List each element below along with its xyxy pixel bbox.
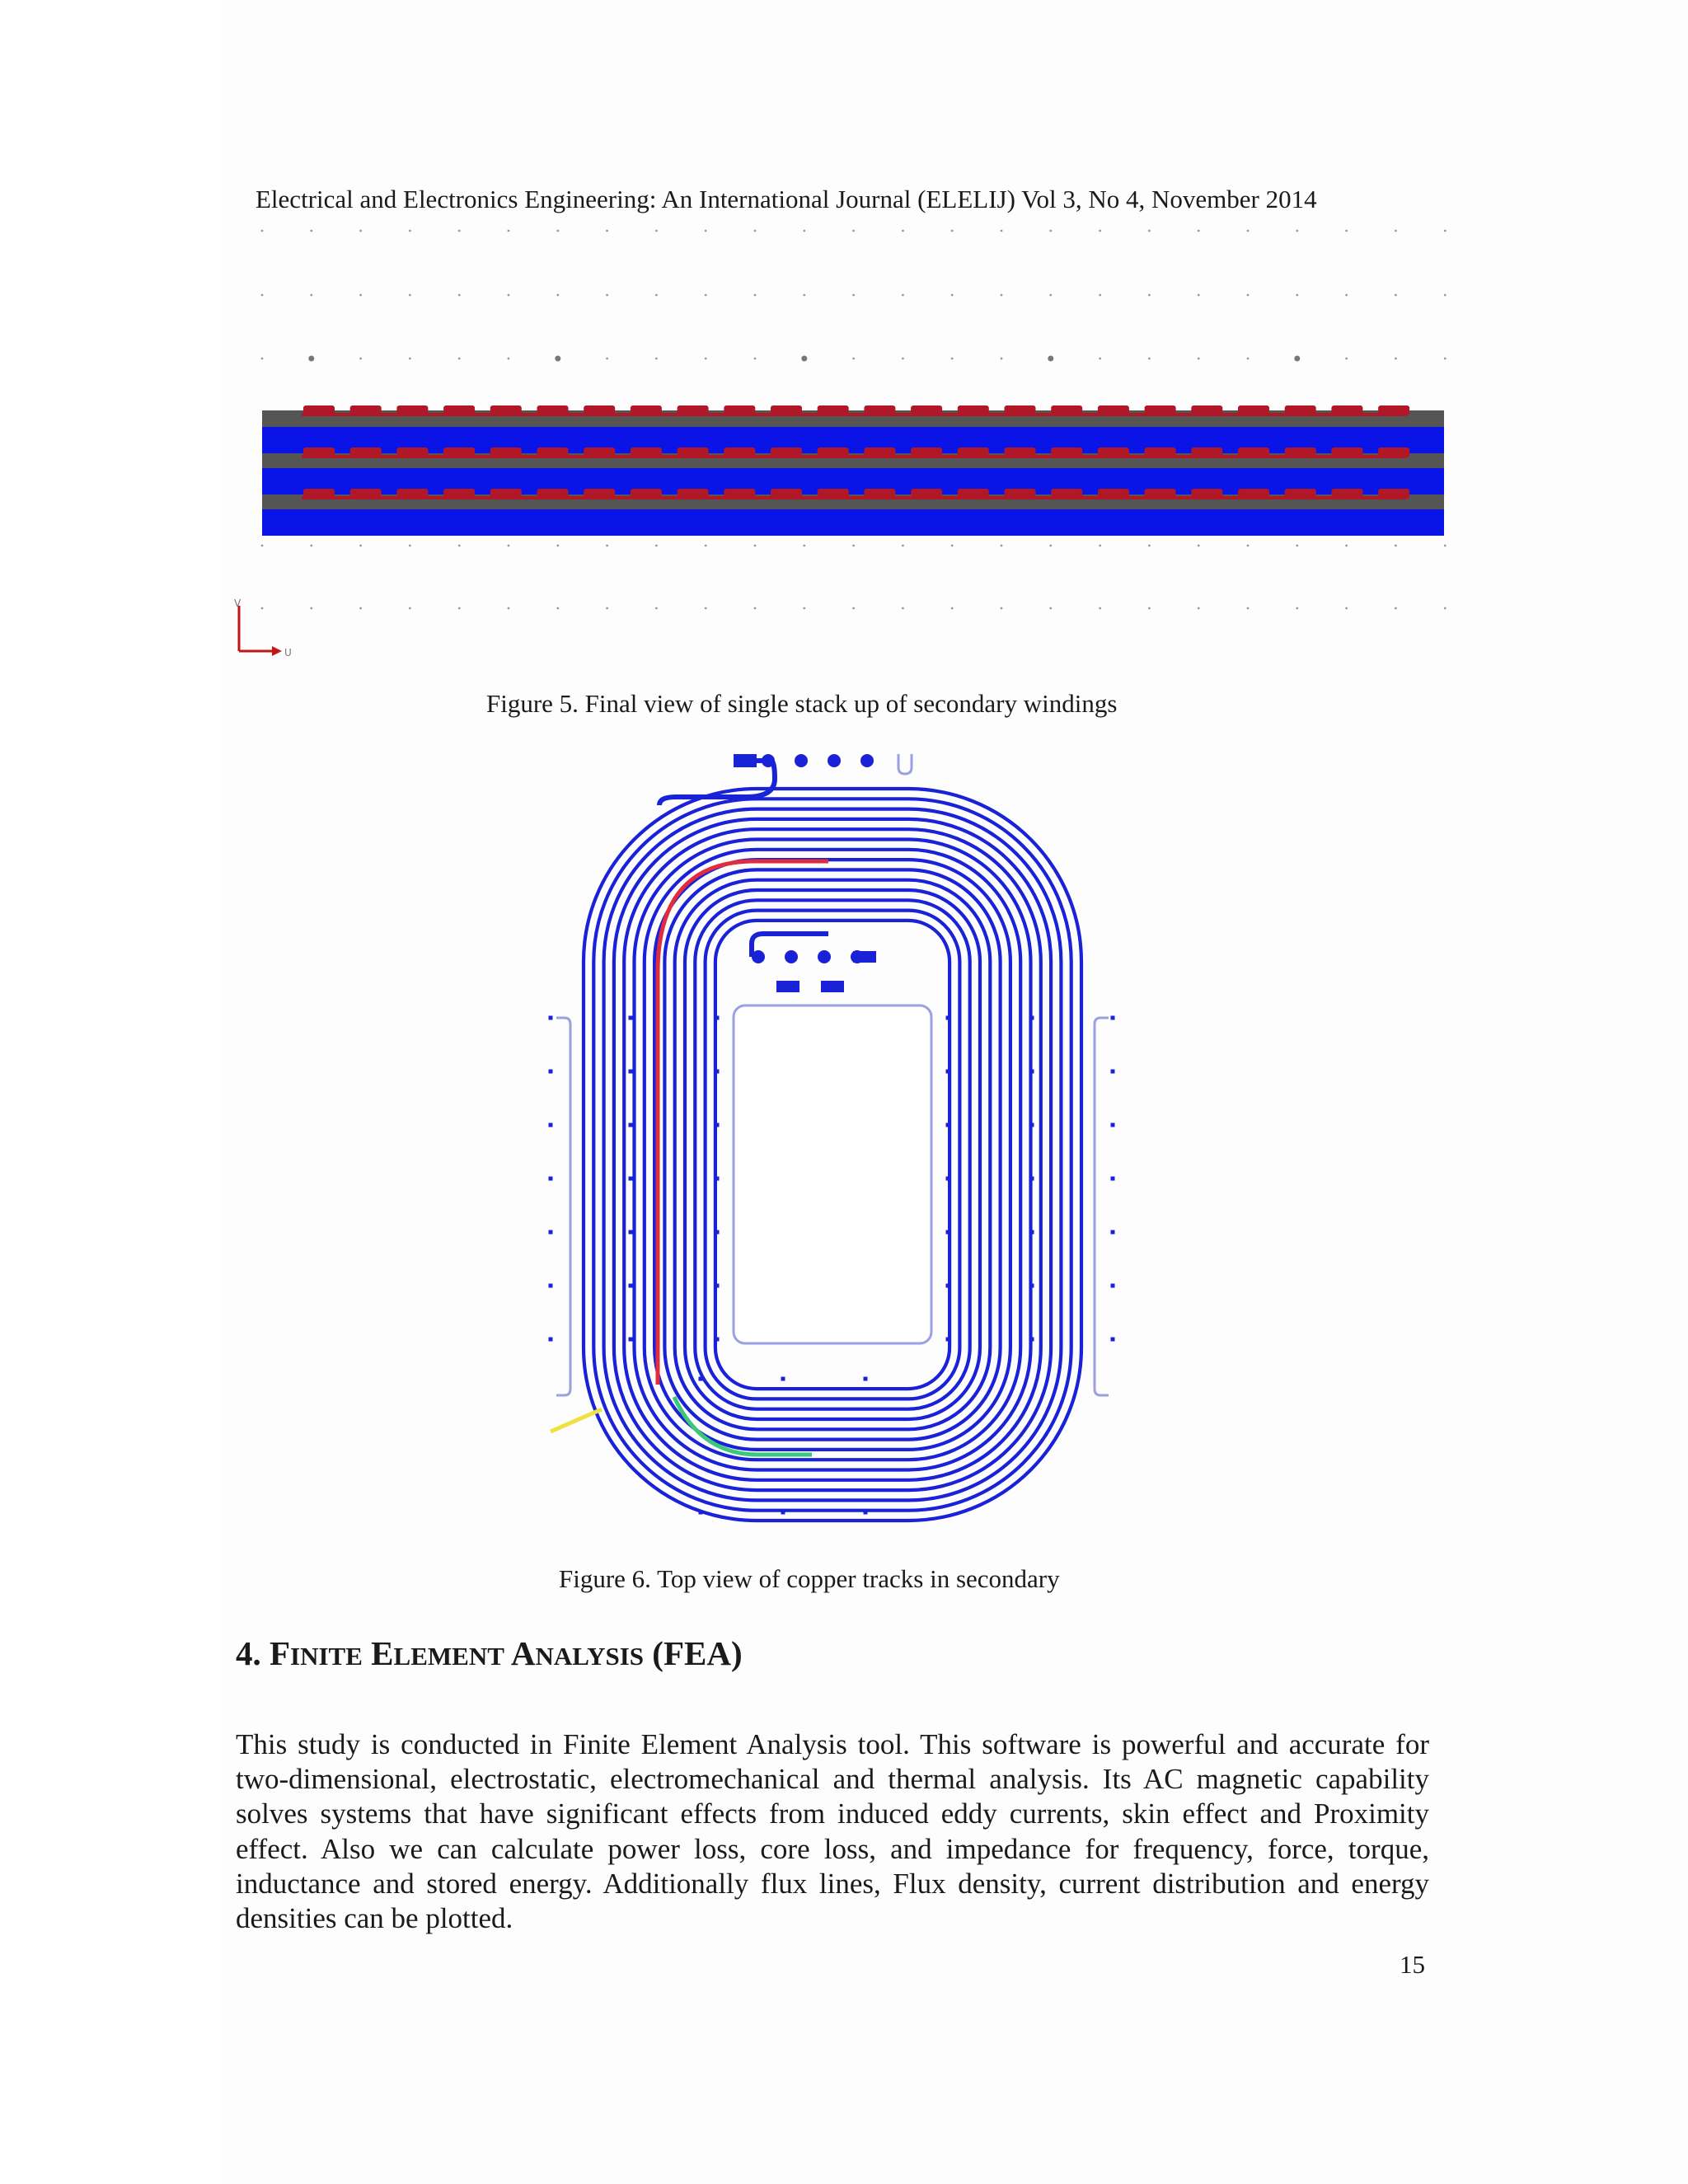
section-word-2: ELEMENT <box>371 1634 504 1672</box>
lead-yellow <box>551 1409 602 1432</box>
section-heading <box>236 1633 743 1673</box>
figure-5-stackup <box>234 223 1459 668</box>
section-word-3: ANALYSIS <box>510 1634 645 1672</box>
highlight-green-track <box>674 1397 812 1455</box>
section-number: 4. <box>236 1634 261 1672</box>
inner-connector-pads <box>752 934 876 992</box>
body-paragraph: This study is conducted in Finite Element Analysis tool. This software is powerful and accurate for two-dimensional, electrostatic, electromechanical and thermal analysis. Its AC magnetic capability solves systems that have significant effects from induced eddy currents, skin effect and Proximity effect. Also we can calculate power loss, core loss, and impedance for frequency, force, torque, inductance and stored energy. Additionally flux lines, Flux density, current distribution and energy densities can be plotted. <box>236 1728 1429 1935</box>
axis-label-v: V <box>234 598 241 609</box>
dielectric-layer <box>262 509 1444 536</box>
section-suffix: (FEA) <box>652 1634 743 1672</box>
figure-6-caption: Figure 6. Top view of copper tracks in secondary <box>559 1564 1060 1593</box>
axis-label-u: U <box>284 647 292 658</box>
page-number: 15 <box>1400 1950 1425 1979</box>
section-word-1: FINITE <box>270 1634 363 1672</box>
figure-5-caption: Figure 5. Final view of single stack up of secondary windings <box>486 689 1118 718</box>
figure-6-tracks <box>536 746 1129 1529</box>
inner-window <box>734 1005 931 1343</box>
stackup-layers <box>262 410 1444 536</box>
running-header: Electrical and Electronics Engineering: An International Journal (ELELIJ) Vol 3, No 4, November 2014 <box>256 185 1317 213</box>
